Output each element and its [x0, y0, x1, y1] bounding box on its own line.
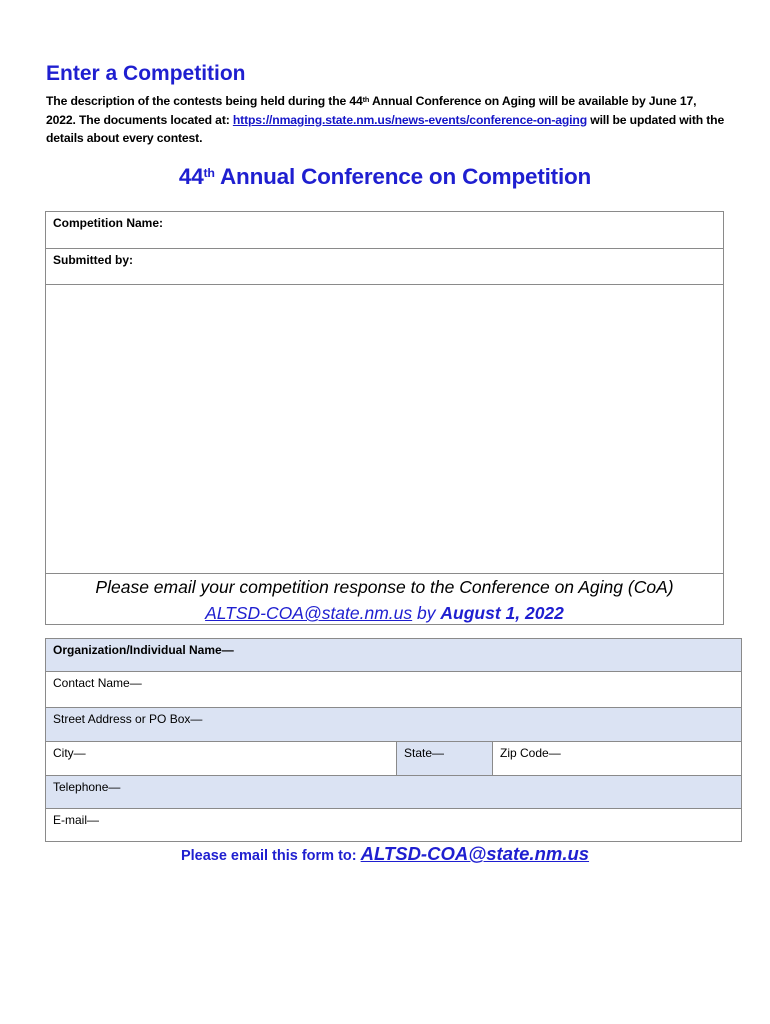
zip-code-field[interactable] [492, 742, 741, 775]
zip-code-label: Zip Code— [500, 746, 561, 760]
organization-name-label: Organization/Individual Name— [53, 643, 234, 657]
conference-link[interactable]: https://nmaging.state.nm.us/news-events/conference-on-aging [232, 112, 587, 127]
competition-entry-box [45, 211, 724, 625]
state-label: State— [404, 746, 445, 760]
contact-name-field[interactable] [46, 672, 741, 708]
organization-name-field[interactable] [46, 639, 741, 672]
page-heading: Enter a Competition [46, 62, 246, 85]
city-field[interactable] [46, 742, 396, 775]
footer-text: Please email this form to: [180, 848, 361, 864]
deadline-date: August 1, 2022 [440, 603, 564, 623]
email-field[interactable] [46, 809, 741, 841]
description-text-2: Annual Conference on Aging will be available by June 17, 2022. The documents located at: [46, 94, 697, 127]
city-label: City— [53, 746, 86, 760]
description-ordinal-suffix: th [362, 95, 370, 104]
street-address-label: Street Address or PO Box— [53, 712, 203, 726]
email-instructions-line: Please email your competition response to the Conference on Aging (CoA) [95, 577, 674, 597]
email-instructions [46, 574, 723, 626]
email-instructions-by: by [412, 603, 441, 623]
state-field[interactable] [396, 742, 492, 775]
submitted-by-field[interactable] [46, 249, 723, 285]
form-title-ordinal-suffix: th [203, 166, 215, 180]
telephone-field[interactable] [46, 776, 741, 809]
street-address-field[interactable] [46, 708, 741, 742]
competition-name-label: Competition Name: [53, 216, 164, 230]
competition-description-area[interactable] [46, 285, 723, 574]
description-text-1: The description of the contests being held during the 44 [46, 94, 363, 108]
contact-name-label: Contact Name— [53, 676, 142, 690]
competition-name-field[interactable] [46, 212, 723, 249]
city-state-zip-row [46, 742, 741, 776]
submitted-by-label: Submitted by: [53, 253, 133, 267]
email-label: E-mail— [53, 813, 100, 827]
telephone-label: Telephone— [53, 780, 121, 794]
form-title-number: 44 [178, 164, 204, 189]
description-paragraph [46, 92, 726, 148]
form-title-text: Annual Conference on Competition [214, 164, 592, 189]
footer-email-link[interactable]: ALTSD-COA@state.nm.us [360, 843, 590, 864]
form-title [0, 164, 770, 190]
contact-info-form [45, 638, 742, 842]
footer-instructions [0, 843, 770, 865]
description-text-3: will be updated with the details about every contest. [46, 112, 725, 145]
coa-email-link[interactable]: ALTSD-COA@state.nm.us [205, 603, 413, 623]
